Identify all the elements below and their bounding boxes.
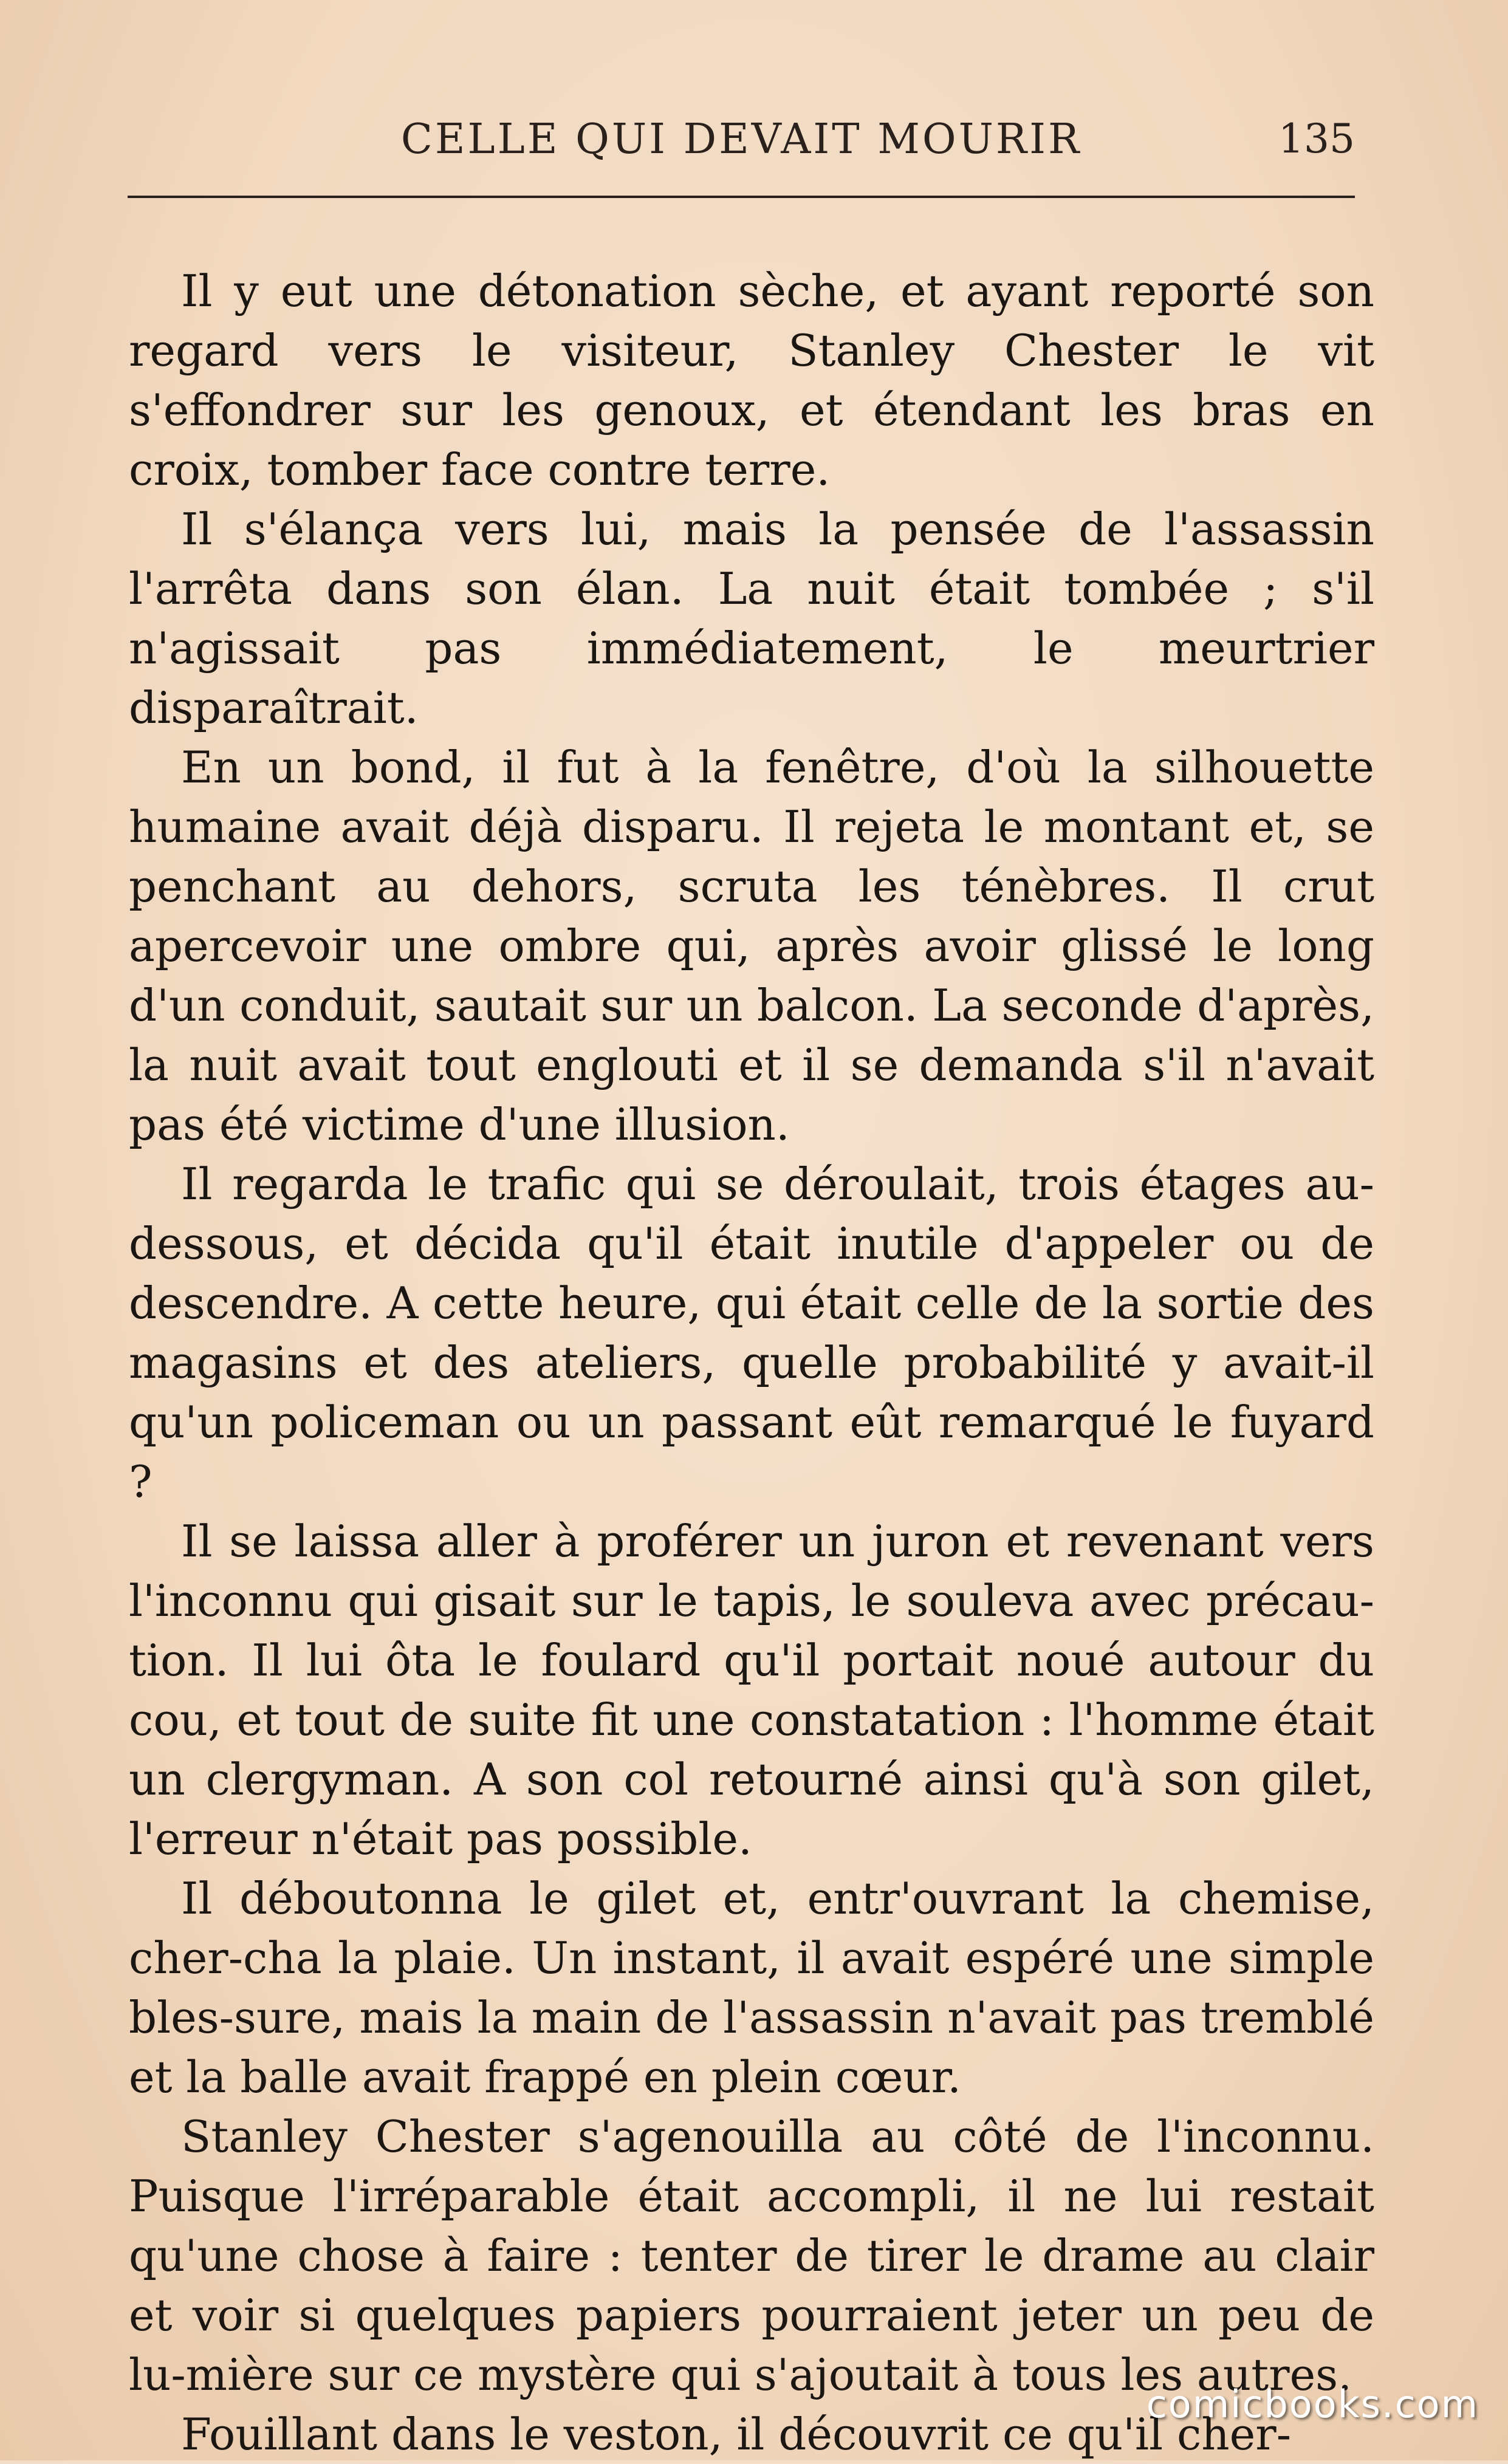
header-rule xyxy=(128,196,1355,198)
body-text xyxy=(129,261,1374,2464)
paragraph: En un bond, il fut à la fenêtre, d'où la silhouette humaine avait déjà disparu. Il rejeta le montant et, se penchant au dehors, scruta les ténèbres. Il crut apercevoir une ombre qui, après avoir glissé le long d'un conduit, sautait sur un balcon. La seconde d'après, la nuit avait tout englouti et il se demanda s'il n'avait pas été victime d'une illusion. xyxy=(129,742,1374,1150)
paragraph: Il déboutonna le gilet et, entr'ouvrant la chemise, cher-cha la plaie. Un instant, il avait espéré une simple bles-sure, mais la main de l'assassin n'avait pas tremblé et la balle avait frappé en plein cœur. xyxy=(129,1873,1374,2103)
page-number: 135 xyxy=(1278,115,1355,162)
watermark: comicbooks.com xyxy=(1146,2382,1479,2426)
paragraph: Stanley Chester s'agenouilla au côté de l'inconnu. Puisque l'irréparable était accompli, il ne lui restait qu'une chose à faire : tenter de tirer le drame au clair et voir si quelques papiers pourraient jeter un peu de lu-mière sur ce mystère qui s'ajoutait à tous les autres. xyxy=(129,2111,1374,2400)
page-header xyxy=(128,109,1355,182)
paragraph: Fouillant dans le veston, il découvrit ce qu'il cher- xyxy=(181,2409,1292,2460)
running-title: CELLE QUI DEVAIT MOURIR xyxy=(400,115,1082,163)
paragraph: Il regarda le trafic qui se déroulait, trois étages au-dessous, et décida qu'il était inutile d'appeler ou de descendre. A cette heure, qui était celle de la sortie des magasins et des ateliers, quelle probabilité y avait-il qu'un policeman ou un passant eût remarqué le fuyard ? xyxy=(129,1158,1374,1507)
paragraph: Il s'élança vers lui, mais la pensée de l'assassin l'arrêta dans son élan. La nuit était tombée ; s'il n'agissait pas immédiatement, le meurtrier disparaîtrait. xyxy=(129,504,1374,733)
paragraph: Il y eut une détonation sèche, et ayant reporté son regard vers le visiteur, Stanley Chester le vit s'effondrer sur les genoux, et étendant les bras en croix, tomber face contre terre. xyxy=(129,265,1374,495)
paragraph: Il se laissa aller à proférer un juron et revenant vers l'inconnu qui gisait sur le tapis, le souleva avec précau-tion. Il lui ôta le foulard qu'il portait noué autour du cou, et tout de suite fit une constatation : l'homme était un clergyman. A son col retourné ainsi qu'à son gilet, l'erreur n'était pas possible. xyxy=(129,1516,1374,1864)
